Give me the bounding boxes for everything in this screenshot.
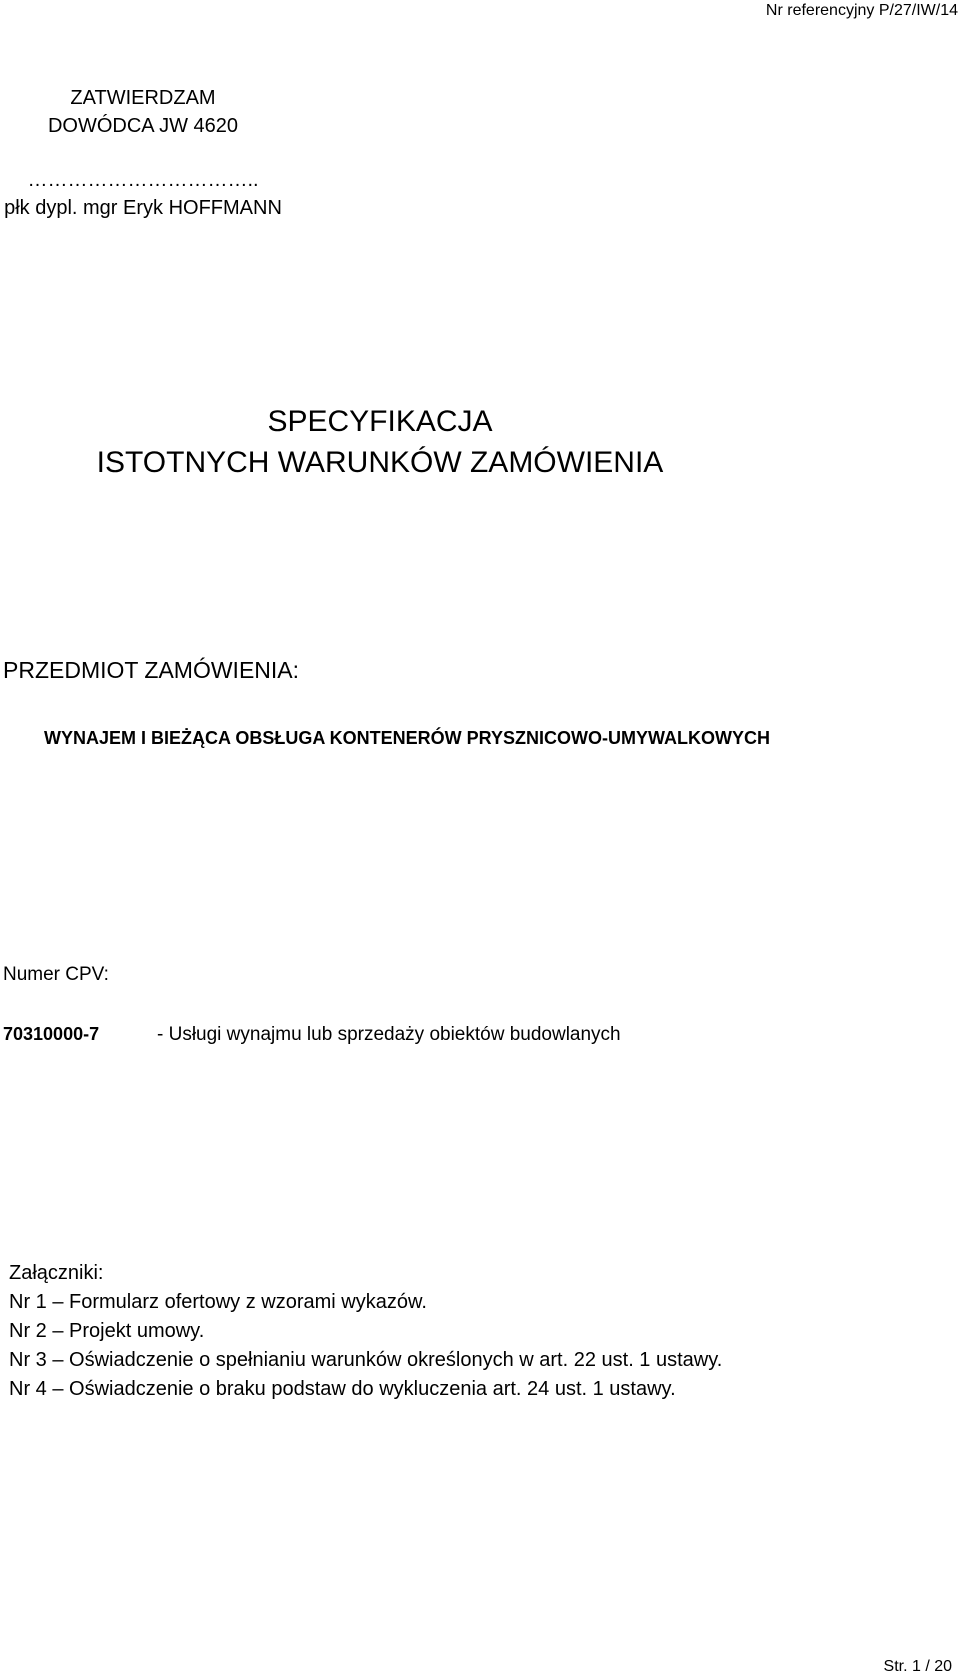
reference-number: Nr referencyjny P/27/IW/14 — [765, 2, 958, 19]
attachment-item: Nr 4 – Oświadczenie o braku podstaw do wykluczenia art. 24 ust. 1 ustawy. — [9, 1378, 676, 1400]
signatory-name: płk dypl. mgr Eryk HOFFMANN — [4, 197, 282, 219]
cpv-code: 70310000-7 — [3, 1024, 100, 1044]
approval-heading: ZATWIERDZAM — [70, 87, 216, 109]
cpv-description: - Usługi wynajmu lub sprzedaży obiektów budowlanych — [157, 1024, 621, 1045]
attachments-label: Załączniki: — [9, 1262, 104, 1284]
title-line-2: ISTOTNYCH WARUNKÓW ZAMÓWIENIA — [96, 446, 664, 479]
subject-label: PRZEDMIOT ZAMÓWIENIA: — [3, 657, 300, 683]
page-number: Str. 1 / 20 — [883, 1658, 952, 1675]
signature-line: …………………………….. — [27, 169, 259, 191]
approval-authority: DOWÓDCA JW 4620 — [47, 115, 239, 137]
title-line-1: SPECYFIKACJA — [267, 405, 493, 438]
attachment-item: Nr 1 – Formularz ofertowy z wzorami wykazów. — [9, 1291, 427, 1313]
cpv-label: Numer CPV: — [3, 964, 109, 985]
attachment-item: Nr 3 – Oświadczenie o spełnianiu warunków określonych w art. 22 ust. 1 ustawy. — [9, 1349, 723, 1371]
attachment-item: Nr 2 – Projekt umowy. — [9, 1320, 205, 1342]
subject-value: WYNAJEM I BIEŻĄCA OBSŁUGA KONTENERÓW PRYSZNICOWO-UMYWALKOWYCH — [44, 728, 770, 748]
